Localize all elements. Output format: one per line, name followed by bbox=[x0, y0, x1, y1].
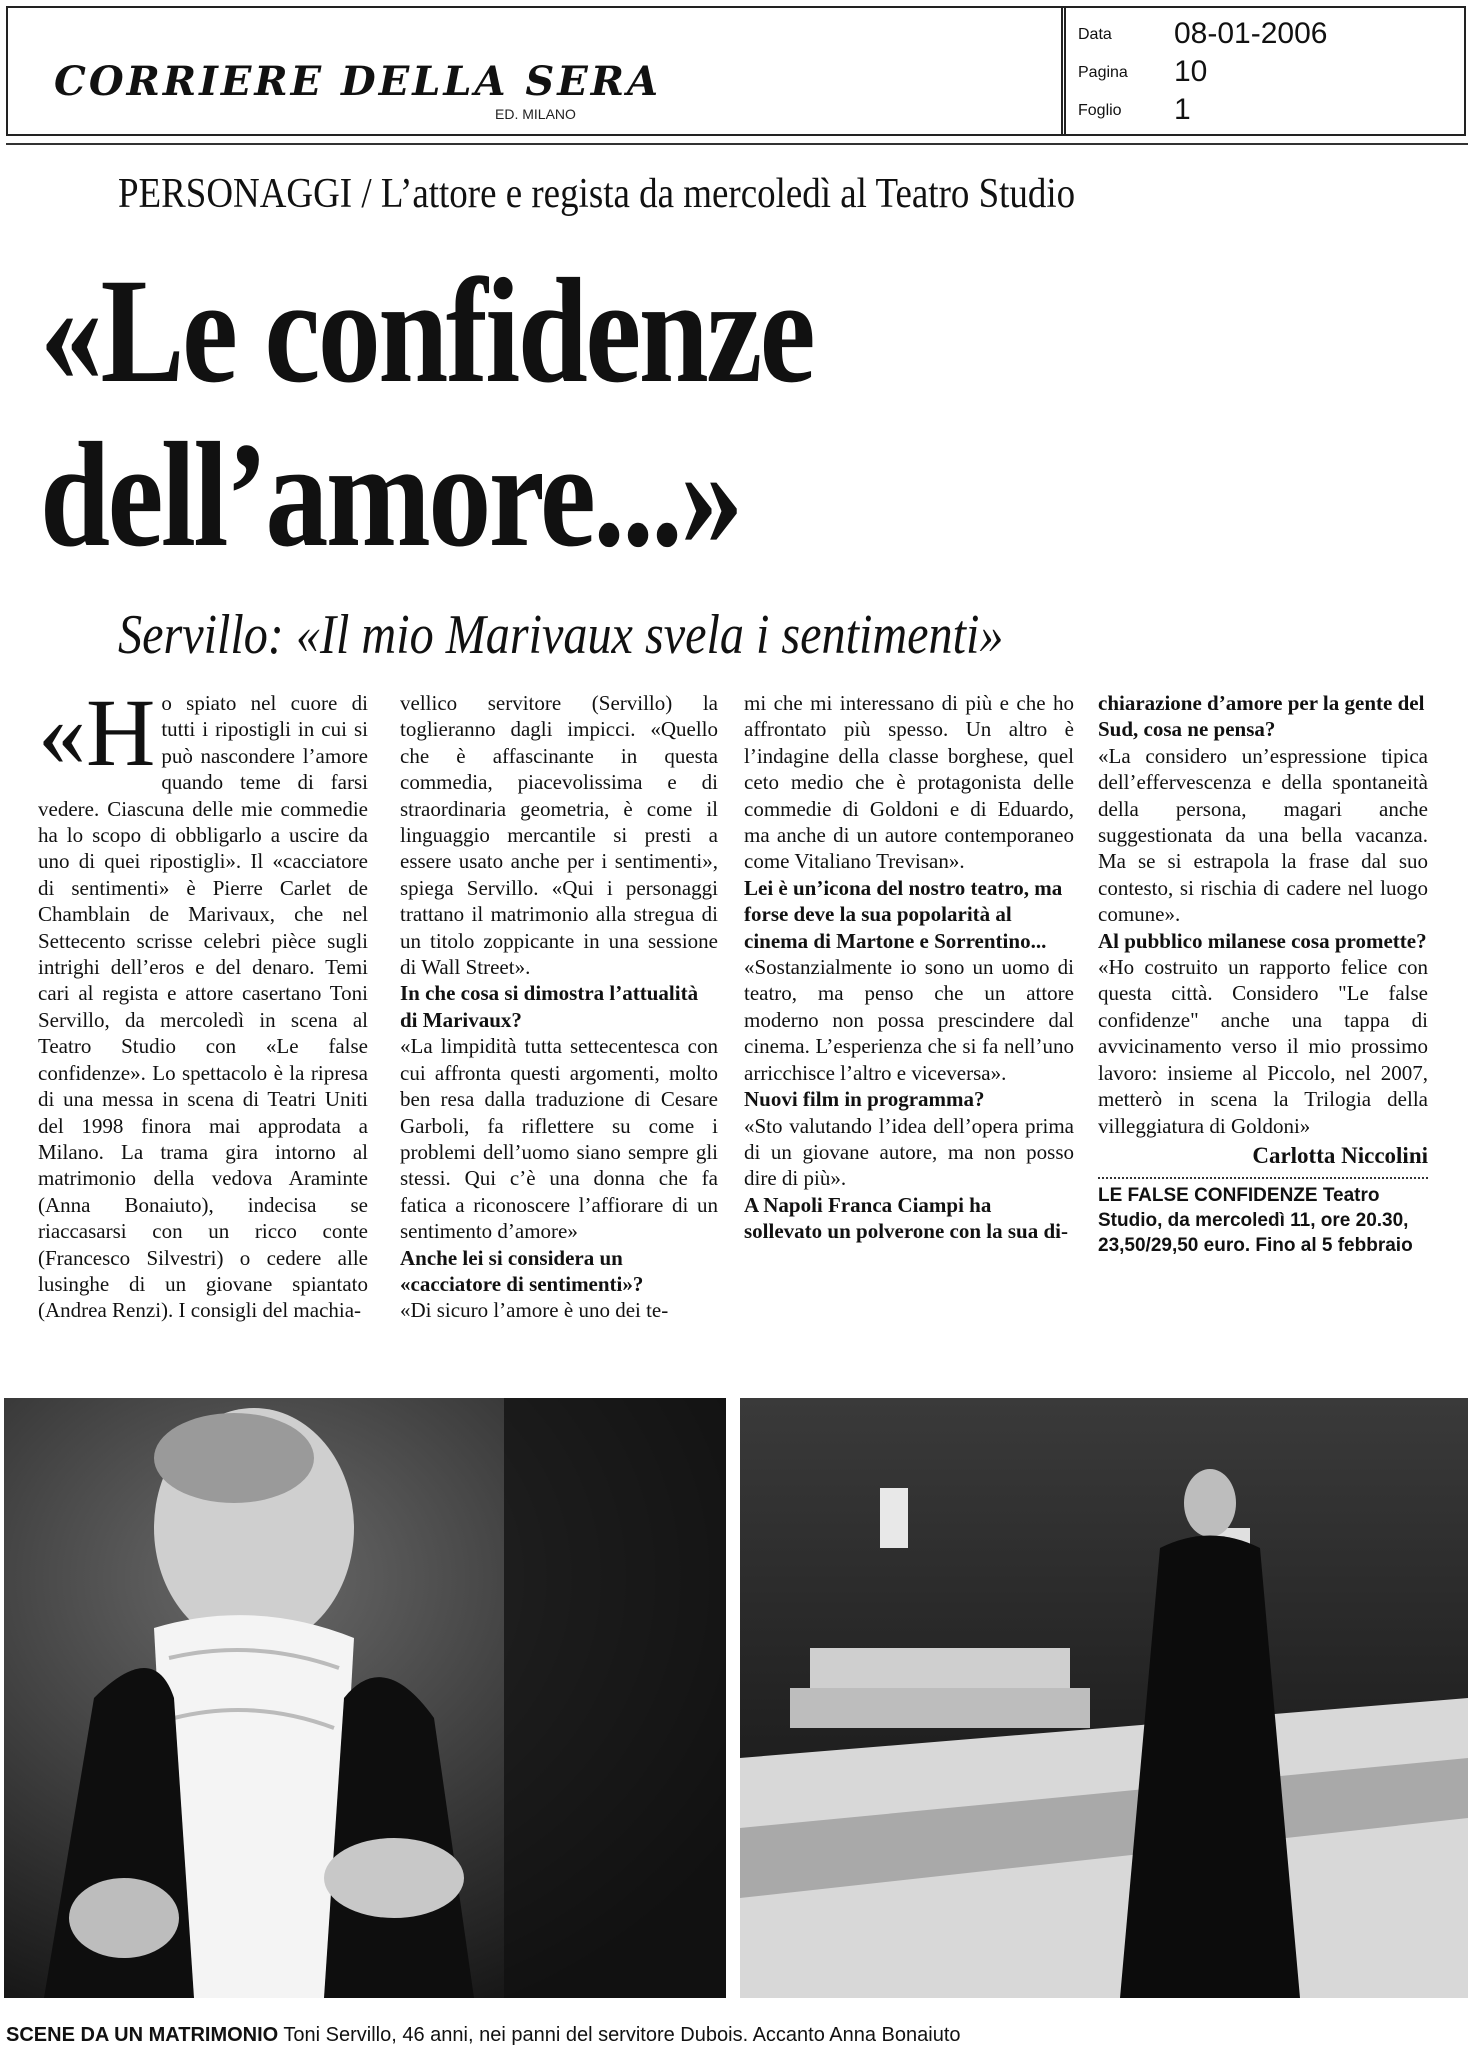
photo-actor-portrait bbox=[4, 1398, 726, 1998]
interview-question-2: Anche lei si considera un «cacciatore di sentimenti»? bbox=[400, 1245, 644, 1296]
interview-answer-5: «La considero un’espressione tipica dell’effervescenza e della spontaneità della persona, magari anche suggestionata da una bella vacanza. Ma se si estrapola la frase dal suo contesto, si rischia di cadere nel luogo comune». bbox=[1098, 743, 1428, 927]
interview-answer-6: «Ho costruito un rapporto felice con questa città. Considero "Le false confidenze" anche una tappa di avvicinamento verso il mio prossimo lavoro: insieme al Piccolo, nel 2007, metterò in scena la Trilogia della villeggiatura di Goldoni» bbox=[1098, 955, 1428, 1138]
interview-question-4: Nuovi film in programma? bbox=[744, 1087, 985, 1112]
meta-date-label: Data bbox=[1078, 26, 1112, 43]
meta-page-value: 10 bbox=[1174, 55, 1208, 88]
interview-answer-4: «Sto valutando l’idea dell’opera prima di un giovane autore, ma non posso dire di più». bbox=[744, 1113, 1074, 1191]
stage-scene-image bbox=[740, 1398, 1468, 1998]
headline-line-2: dell’amore...» bbox=[40, 412, 741, 578]
interview-question-3: Lei è un’icona del nostro teatro, ma forse deve la sua popolarità al cinema di Martone e Sorrentino... bbox=[744, 875, 1063, 953]
article-kicker: PERSONAGGI / L’attore e regista da mercoledì al Teatro Studio bbox=[118, 171, 1076, 217]
column-2-text: vellico servitore (Servillo) la toglieranno dagli impicci. «Quello che è affascinante in questa commedia, piacevolissima e di straordinaria geometria, è come il linguaggio mercantile si presti a essere usato anche per i sentimenti», spiega Servillo. «Qui i personaggi trattano il matrimonio alla stregua di un titolo zoppicante in una sessione di Wall Street». bbox=[400, 691, 718, 980]
caption-text: Toni Servillo, 46 anni, nei panni del servitore Dubois. Accanto Anna Bonaiuto bbox=[278, 2024, 961, 2046]
interview-question-1: In che cosa si dimostra l’attualità di Marivaux? bbox=[400, 981, 699, 1032]
show-info-box: LE FALSE CONFIDENZE Teatro Studio, da mercoledì 11, ore 20.30, 23,50/29,50 euro. Fino al 5 febbraio bbox=[1098, 1185, 1413, 1257]
meta-sheet-label: Foglio bbox=[1078, 102, 1122, 119]
newspaper-masthead: CORRIERE DELLA SERA bbox=[54, 58, 662, 105]
drop-cap: «H bbox=[38, 690, 156, 786]
edition-label: ED. MILANO bbox=[495, 106, 576, 122]
headline-line-1: «Le confidenze bbox=[40, 248, 814, 414]
article-author: Carlotta Niccolini bbox=[1252, 1142, 1428, 1168]
column-3-text: mi che mi interessano di più e che ho affrontato più spesso. Un altro è l’indagine della classe borghese, quel ceto medio che è protagonista delle commedie di Goldoni e di Eduardo, ma anche di un autore contemporaneo come Vitaliano Trevisan». bbox=[744, 691, 1074, 874]
article-column-3 bbox=[744, 690, 1074, 1380]
article-column-4 bbox=[1098, 690, 1428, 1380]
photo-stage-scene bbox=[740, 1398, 1468, 1998]
article-column-1 bbox=[38, 690, 368, 1380]
article-subheadline: Servillo: «Il mio Marivaux svela i sentimenti» bbox=[118, 604, 1004, 666]
interview-question-5: A Napoli Franca Ciampi ha sollevato un polverone con la sua di- bbox=[744, 1192, 1068, 1244]
header-divider bbox=[1061, 8, 1066, 134]
actor-portrait-image bbox=[4, 1398, 726, 1998]
interview-answer-2-start: «Di sicuro l’amore è uno dei te- bbox=[400, 1298, 669, 1323]
top-rule bbox=[6, 143, 1468, 145]
clipping-header bbox=[6, 6, 1466, 136]
caption-lead: SCENE DA UN MATRIMONIO bbox=[6, 2024, 279, 2046]
interview-answer-3: «Sostanzialmente io sono un uomo di teatro, ma penso che un attore moderno non possa prescindere dal cinema. L’esperienza che si fa nell’uno arricchisce l’altro e viceversa». bbox=[744, 955, 1074, 1085]
meta-date-value: 08-01-2006 bbox=[1174, 17, 1328, 50]
meta-page-label: Pagina bbox=[1078, 64, 1128, 81]
interview-answer-1: «La limpidità tutta settecentesca con cui affronta questi argomenti, molto ben resa dalla traduzione di Cesare Garboli, fa riflettere su come i problemi dell’uomo siano sempre gli stessi. Qui c’è una donna che fa fatica a riconoscere l’affiorare di un sentimento d’amore» bbox=[400, 1034, 718, 1244]
dotted-divider bbox=[1098, 1177, 1428, 1179]
column-1-text: o spiato nel cuore di tutti i ripostigli in cui si può nascondere l’amore quando teme di farsi vedere. Ciascuna delle mie commedie ha lo scopo di obbligarlo a uscire da uno di quei ripostigli». Il «cacciatore di sentimenti» è Pierre Carlet de Chamblain de Marivaux, che nel Settecento scrisse celebri pièce sugli intrighi dell’eros e del denaro. Temi cari al regista e attore casertano Toni Servillo, da mercoledì in scena al Teatro Studio con «Le false confidenze». Lo spettacolo è la ripresa di una messa in scena di Teatri Uniti del 1998 finora mai approdata a Milano. La trama gira intorno al matrimonio della vedova Araminte (Anna Bonaiuto), indecisa se riaccasarsi con un ricco conte (Francesco Silvestri) o cedere alle lusinghe di un giovane spiantato (Andrea Renzi). I consigli del machia- bbox=[38, 691, 368, 1323]
meta-sheet-value: 1 bbox=[1174, 93, 1191, 126]
photo-caption bbox=[6, 2024, 961, 2047]
interview-question-6: Al pubblico milanese cosa promette? bbox=[1098, 928, 1427, 953]
article-column-2 bbox=[400, 690, 718, 1380]
interview-question-5-end: chiarazione d’amore per la gente del Sud, cosa ne pensa? bbox=[1098, 691, 1425, 742]
paragraph bbox=[38, 690, 368, 1324]
